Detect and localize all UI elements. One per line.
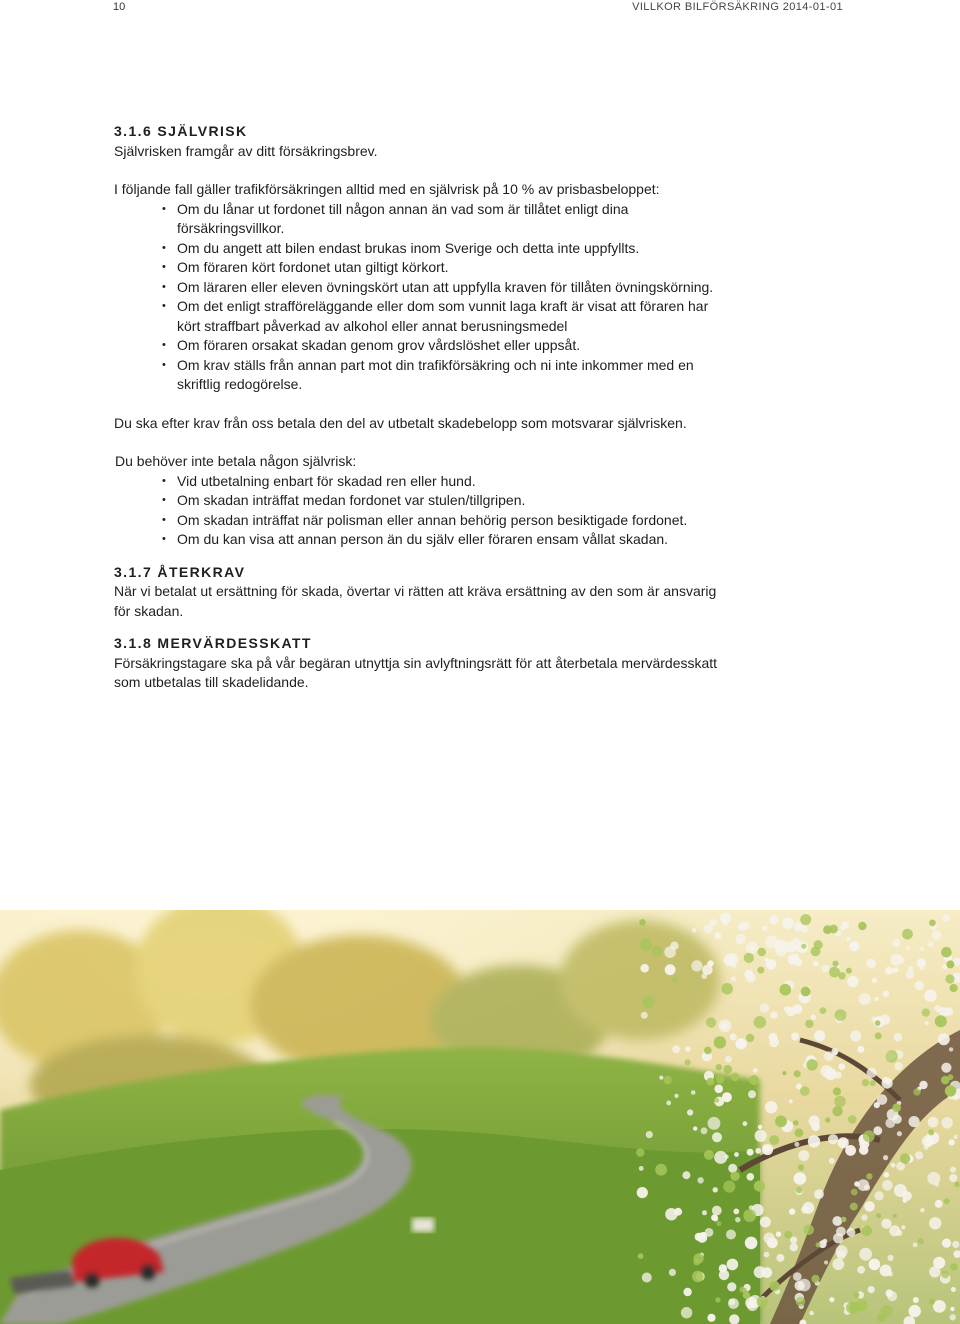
list-item: • Om föraren orsakat skadan genom grov vårdslöshet eller uppsåt. — [114, 336, 734, 356]
list-item: • Vid utbetalning enbart för skadad ren eller hund. — [114, 472, 734, 492]
section-heading-mervardesskatt: 3.1.8 MERVÄRDESSKATT — [114, 635, 312, 651]
section-heading-sjalvrisk: 3.1.6 SJÄLVRISK — [114, 123, 248, 139]
no-deductible-list — [114, 472, 734, 550]
list-item: • Om krav ställs från annan part mot din trafikförsäkring och ni inte inkommer med en skriftlig redogörelse. — [114, 356, 734, 395]
recourse-text: När vi betalat ut ersättning för skada, övertar vi rätten att kräva ersättning av den som är ansvarig för skadan. — [114, 583, 717, 619]
list-item: • Om du lånar ut fordonet till någon annan än vad som är tillåtet enligt dina försäkringsvillkor. — [114, 200, 734, 239]
document-title: VILLKOR BILFÖRSÄKRING 2014-01-01 — [632, 1, 843, 13]
payment-note: Du ska efter krav från oss betala den del av utbetalt skadebelopp som motsvarar självrisken. — [114, 414, 687, 431]
list-item: • Om skadan inträffat när polisman eller annan behörig person besiktigade fordonet. — [114, 511, 734, 531]
list-item: • Om läraren eller eleven övningskört utan att uppfylla kraven för tillåten övningskörning. — [114, 278, 734, 298]
vat-text: Försäkringstagare ska på vår begäran utnyttja sin avlyftningsrätt för att återbetala mervärdesskatt som utbetalas till skadelidande. — [114, 654, 718, 690]
list-item: • Om skadan inträffat medan fordonet var stulen/tillgripen. — [114, 491, 734, 511]
section-heading-aterkrav: 3.1.7 ÅTERKRAV — [114, 563, 246, 580]
list-item: • Om det enligt strafföreläggande eller dom som vunnit laga kraft är visat att föraren har kört straffbart påverkad av alkohol eller annat berusningsmedel — [114, 297, 734, 336]
list-item: • Om du angett att bilen endast brukas inom Sverige och detta inte uppfyllts. — [114, 239, 734, 259]
page-content — [114, 122, 734, 693]
deductible-lead: I följande fall gäller trafikförsäkringen alltid med en självrisk på 10 % av prisbasbeloppet: — [114, 181, 660, 197]
no-deductible-lead: Du behöver inte betala någon självrisk: — [115, 453, 357, 469]
landscape-photo — [0, 910, 960, 1324]
page-number: 10 — [113, 1, 126, 13]
list-item: • Om du kan visa att annan person än du själv eller föraren ensam vållat skadan. — [114, 530, 734, 550]
deductible-case-list — [114, 200, 734, 395]
list-item: • Om föraren kört fordonet utan giltigt körkort. — [114, 258, 734, 278]
section-intro: Självrisken framgår av ditt försäkringsbrev. — [114, 142, 378, 159]
